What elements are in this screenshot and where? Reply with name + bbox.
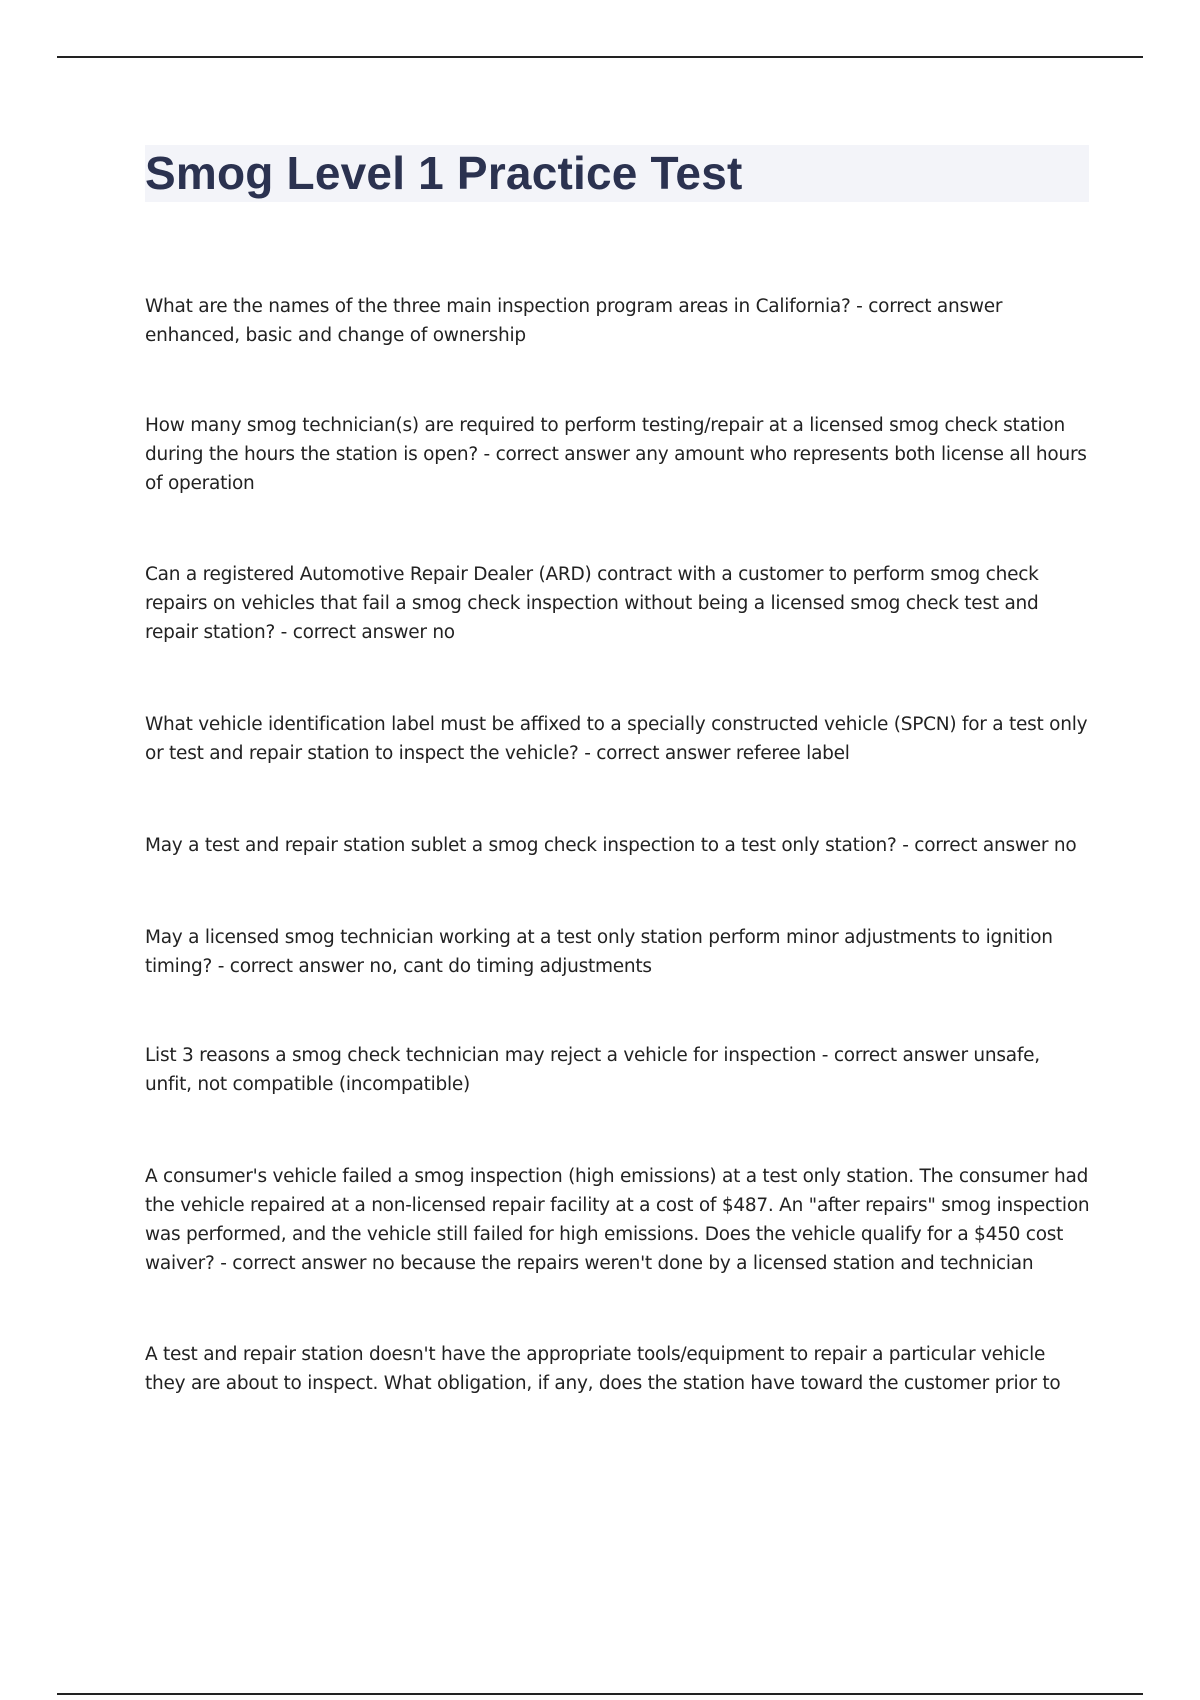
question-answer-item: What are the names of the three main inspection program areas in California? - correct answer enhanced, basic and change of ownership <box>145 296 1003 346</box>
question-answer-item: A test and repair station doesn't have the appropriate tools/equipment to repair a particular vehicle they are about to inspect. What obligation, if any, does the station have toward the customer prior to <box>145 1344 1061 1394</box>
question-answer-item: Can a registered Automotive Repair Dealer (ARD) contract with a customer to perform smog check repairs on vehicles that fail a smog check inspection without being a licensed smog check test and repair station? - correct answer no <box>145 564 1039 643</box>
question-answer-item: List 3 reasons a smog check technician may reject a vehicle for inspection - correct answer unsafe, unfit, not compatible (incompatible) <box>145 1045 1040 1095</box>
question-answer-item: What vehicle identification label must be affixed to a specially constructed vehicle (SPCN) for a test only or test and repair station to inspect the vehicle? - correct answer referee label <box>145 714 1088 764</box>
page-title: Smog Level 1 Practice Test <box>145 147 743 199</box>
bottom-divider <box>57 1693 1143 1695</box>
question-answer-item: How many smog technician(s) are required to perform testing/repair at a licensed smog check station during the hours the station is open? - correct answer any amount who represents both license all hours of operation <box>145 415 1087 494</box>
question-answer-item: May a test and repair station sublet a smog check inspection to a test only station? - correct answer no <box>145 835 1077 856</box>
question-answer-item: A consumer's vehicle failed a smog inspection (high emissions) at a test only station. The consumer had the vehicle repaired at a non-licensed repair facility at a cost of $487. An "after repairs" smog inspection was performed, and the vehicle still failed for high emissions. Does the vehicle qualify for a $450 cost waiver? - correct answer no because the repairs weren't done by a licensed station and technician <box>145 1166 1090 1274</box>
question-answer-item: May a licensed smog technician working at a test only station perform minor adjustments to ignition timing? - correct answer no, cant do timing adjustments <box>145 927 1053 977</box>
top-divider <box>57 56 1143 58</box>
